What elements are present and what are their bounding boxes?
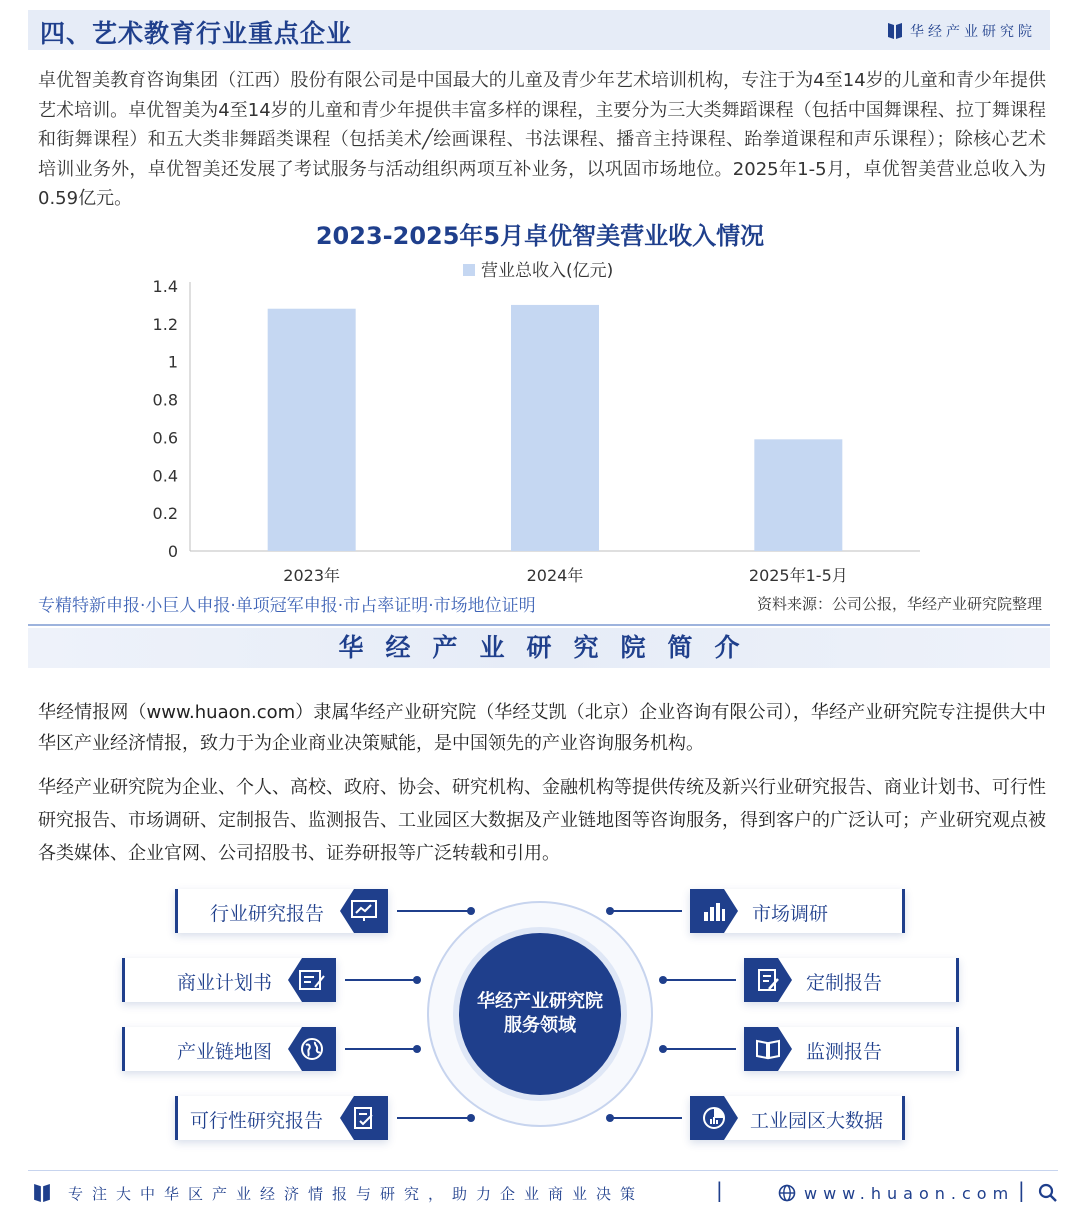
feasibility-icon bbox=[340, 1096, 388, 1140]
footer-separator: | bbox=[1018, 1178, 1025, 1202]
connector-dot bbox=[659, 976, 667, 984]
y-tick-label: 0 bbox=[167, 542, 178, 561]
footer bbox=[28, 1178, 1058, 1208]
connector-line bbox=[397, 1117, 471, 1119]
revenue-bar-chart bbox=[0, 250, 1080, 590]
section2-header bbox=[28, 628, 1050, 668]
section-header bbox=[28, 10, 1050, 50]
footer-slogan: 专注大中华区产业经济情报与研究，助力企业商业决策 bbox=[68, 1184, 645, 1203]
connector-line bbox=[664, 979, 736, 981]
y-tick-label: 1.2 bbox=[152, 314, 178, 334]
y-tick-label: 1 bbox=[167, 352, 178, 372]
section2-title: 华经产业研究院简介 bbox=[338, 633, 762, 662]
pie-chart-icon bbox=[690, 1096, 738, 1140]
about-paragraph-1: 华经情报网（www.huaon.com）隶属华经产业研究院（华经艾凯（北京）企业咨询有限公司），华经产业研究院专注提供大中华区产业经济情报，致力于为企业商业决策赋能，是中国领先的产业咨询服务机构。 bbox=[38, 702, 1046, 754]
service-label: 监测报告 bbox=[806, 1041, 883, 1063]
connector-dot bbox=[467, 1114, 475, 1122]
search-icon[interactable] bbox=[1038, 1183, 1058, 1203]
bar bbox=[268, 309, 356, 551]
business-plan-icon bbox=[288, 958, 336, 1002]
footer-url: www.huaon.com bbox=[804, 1183, 1015, 1203]
data-source: 资料来源：公司公报，华经产业研究院整理 bbox=[756, 595, 1042, 613]
service-label: 工业园区大数据 bbox=[750, 1110, 884, 1132]
x-tick-label: 2025年1-5月 bbox=[748, 566, 848, 585]
footer-logo-icon bbox=[34, 1184, 50, 1202]
service-custom-report[interactable] bbox=[744, 958, 959, 1002]
brand-logo-icon bbox=[888, 23, 902, 39]
chart-report-icon bbox=[340, 889, 388, 933]
connector-line bbox=[397, 910, 471, 912]
footer-divider bbox=[28, 1170, 1058, 1171]
service-label: 商业计划书 bbox=[177, 972, 273, 994]
service-industrial-park-data[interactable] bbox=[690, 1096, 905, 1140]
section-title: 四、艺术教育行业重点企业 bbox=[40, 19, 353, 48]
service-label: 市场调研 bbox=[752, 903, 829, 925]
center-line-2: 服务领域 bbox=[504, 1015, 576, 1036]
x-tick-label: 2024年 bbox=[526, 566, 584, 585]
connector-line bbox=[612, 1117, 682, 1119]
service-industry-chain-map[interactable] bbox=[122, 1027, 336, 1071]
connector-line bbox=[612, 910, 682, 912]
service-label: 行业研究报告 bbox=[210, 903, 325, 925]
center-line-1: 华经产业研究院 bbox=[477, 991, 603, 1012]
bar bbox=[511, 305, 599, 551]
bar-chart-icon bbox=[690, 889, 738, 933]
connector-dot bbox=[413, 976, 421, 984]
globe-icon bbox=[778, 1184, 796, 1202]
bar bbox=[754, 439, 842, 551]
custom-report-icon bbox=[744, 958, 792, 1002]
brand-name: 华经产业研究院 bbox=[910, 24, 1036, 40]
service-monitor-report[interactable] bbox=[744, 1027, 959, 1071]
company-intro: 卓优智美教育咨询集团（江西）股份有限公司是中国最大的儿童及青少年艺术培训机构，专注于为4至14岁的儿童和青少年提供艺术培训。卓优智美为4至14岁的儿童和青少年提供丰富多样的课程，主要分为三大类舞蹈课程（包括中国舞课程、拉丁舞课程和街舞课程）和五大类非舞蹈类课程（包括美术╱绘画课程、书法课程、播音主持课程、跆拳道课程和声乐课程）；除核心艺术培训业务外，卓优智美还发展了考试服务与活动组织两项互补业务，以巩固市场地位。2025年1-5月，卓优智美营业总收入为0.59亿元。 bbox=[38, 70, 1046, 209]
y-tick-label: 0.6 bbox=[152, 428, 178, 448]
globe-icon bbox=[288, 1027, 336, 1071]
service-industry-report[interactable] bbox=[175, 889, 388, 933]
y-tick-label: 0.4 bbox=[152, 466, 178, 486]
legend-label: 营业总收入(亿元) bbox=[481, 261, 614, 281]
y-tick-label: 0.2 bbox=[152, 504, 178, 524]
y-tick-label: 0.8 bbox=[152, 390, 178, 410]
connector-dot bbox=[606, 907, 614, 915]
service-label: 定制报告 bbox=[806, 972, 883, 994]
center-circle bbox=[459, 933, 621, 1095]
footer-url-link[interactable] bbox=[778, 1184, 1014, 1203]
chart-title: 2023-2025年5月卓优智美营业收入情况 bbox=[315, 222, 765, 250]
service-label: 可行性研究报告 bbox=[190, 1110, 324, 1132]
brand bbox=[888, 21, 1036, 41]
connector-dot bbox=[413, 1045, 421, 1053]
connector-dot bbox=[659, 1045, 667, 1053]
service-business-plan[interactable] bbox=[122, 958, 336, 1002]
x-tick-label: 2023年 bbox=[283, 566, 341, 585]
service-market-research[interactable] bbox=[690, 889, 905, 933]
tagline: 专精特新申报·小巨人申报·单项冠军申报·市占率证明·市场地位证明 bbox=[38, 596, 536, 616]
connector-dot bbox=[467, 907, 475, 915]
y-tick-label: 1.4 bbox=[152, 277, 178, 296]
connector-line bbox=[345, 979, 417, 981]
service-feasibility-report[interactable] bbox=[175, 1096, 388, 1140]
connector-line bbox=[664, 1048, 736, 1050]
book-icon bbox=[744, 1027, 792, 1071]
section-divider bbox=[28, 624, 1050, 626]
service-label: 产业链地图 bbox=[177, 1041, 273, 1063]
connector-line bbox=[345, 1048, 417, 1050]
legend-swatch bbox=[463, 264, 475, 276]
about-paragraph-2: 华经产业研究院为企业、个人、高校、政府、协会、研究机构、金融机构等提供传统及新兴行业研究报告、商业计划书、可行性研究报告、市场调研、定制报告、监测报告、工业园区大数据及产业链地图等咨询服务，得到客户的广泛认可；产业研究观点被各类媒体、企业官网、公司招股书、证券研报等广泛转载和引用。 bbox=[38, 777, 1046, 864]
connector-dot bbox=[606, 1114, 614, 1122]
footer-separator: | bbox=[716, 1178, 723, 1202]
